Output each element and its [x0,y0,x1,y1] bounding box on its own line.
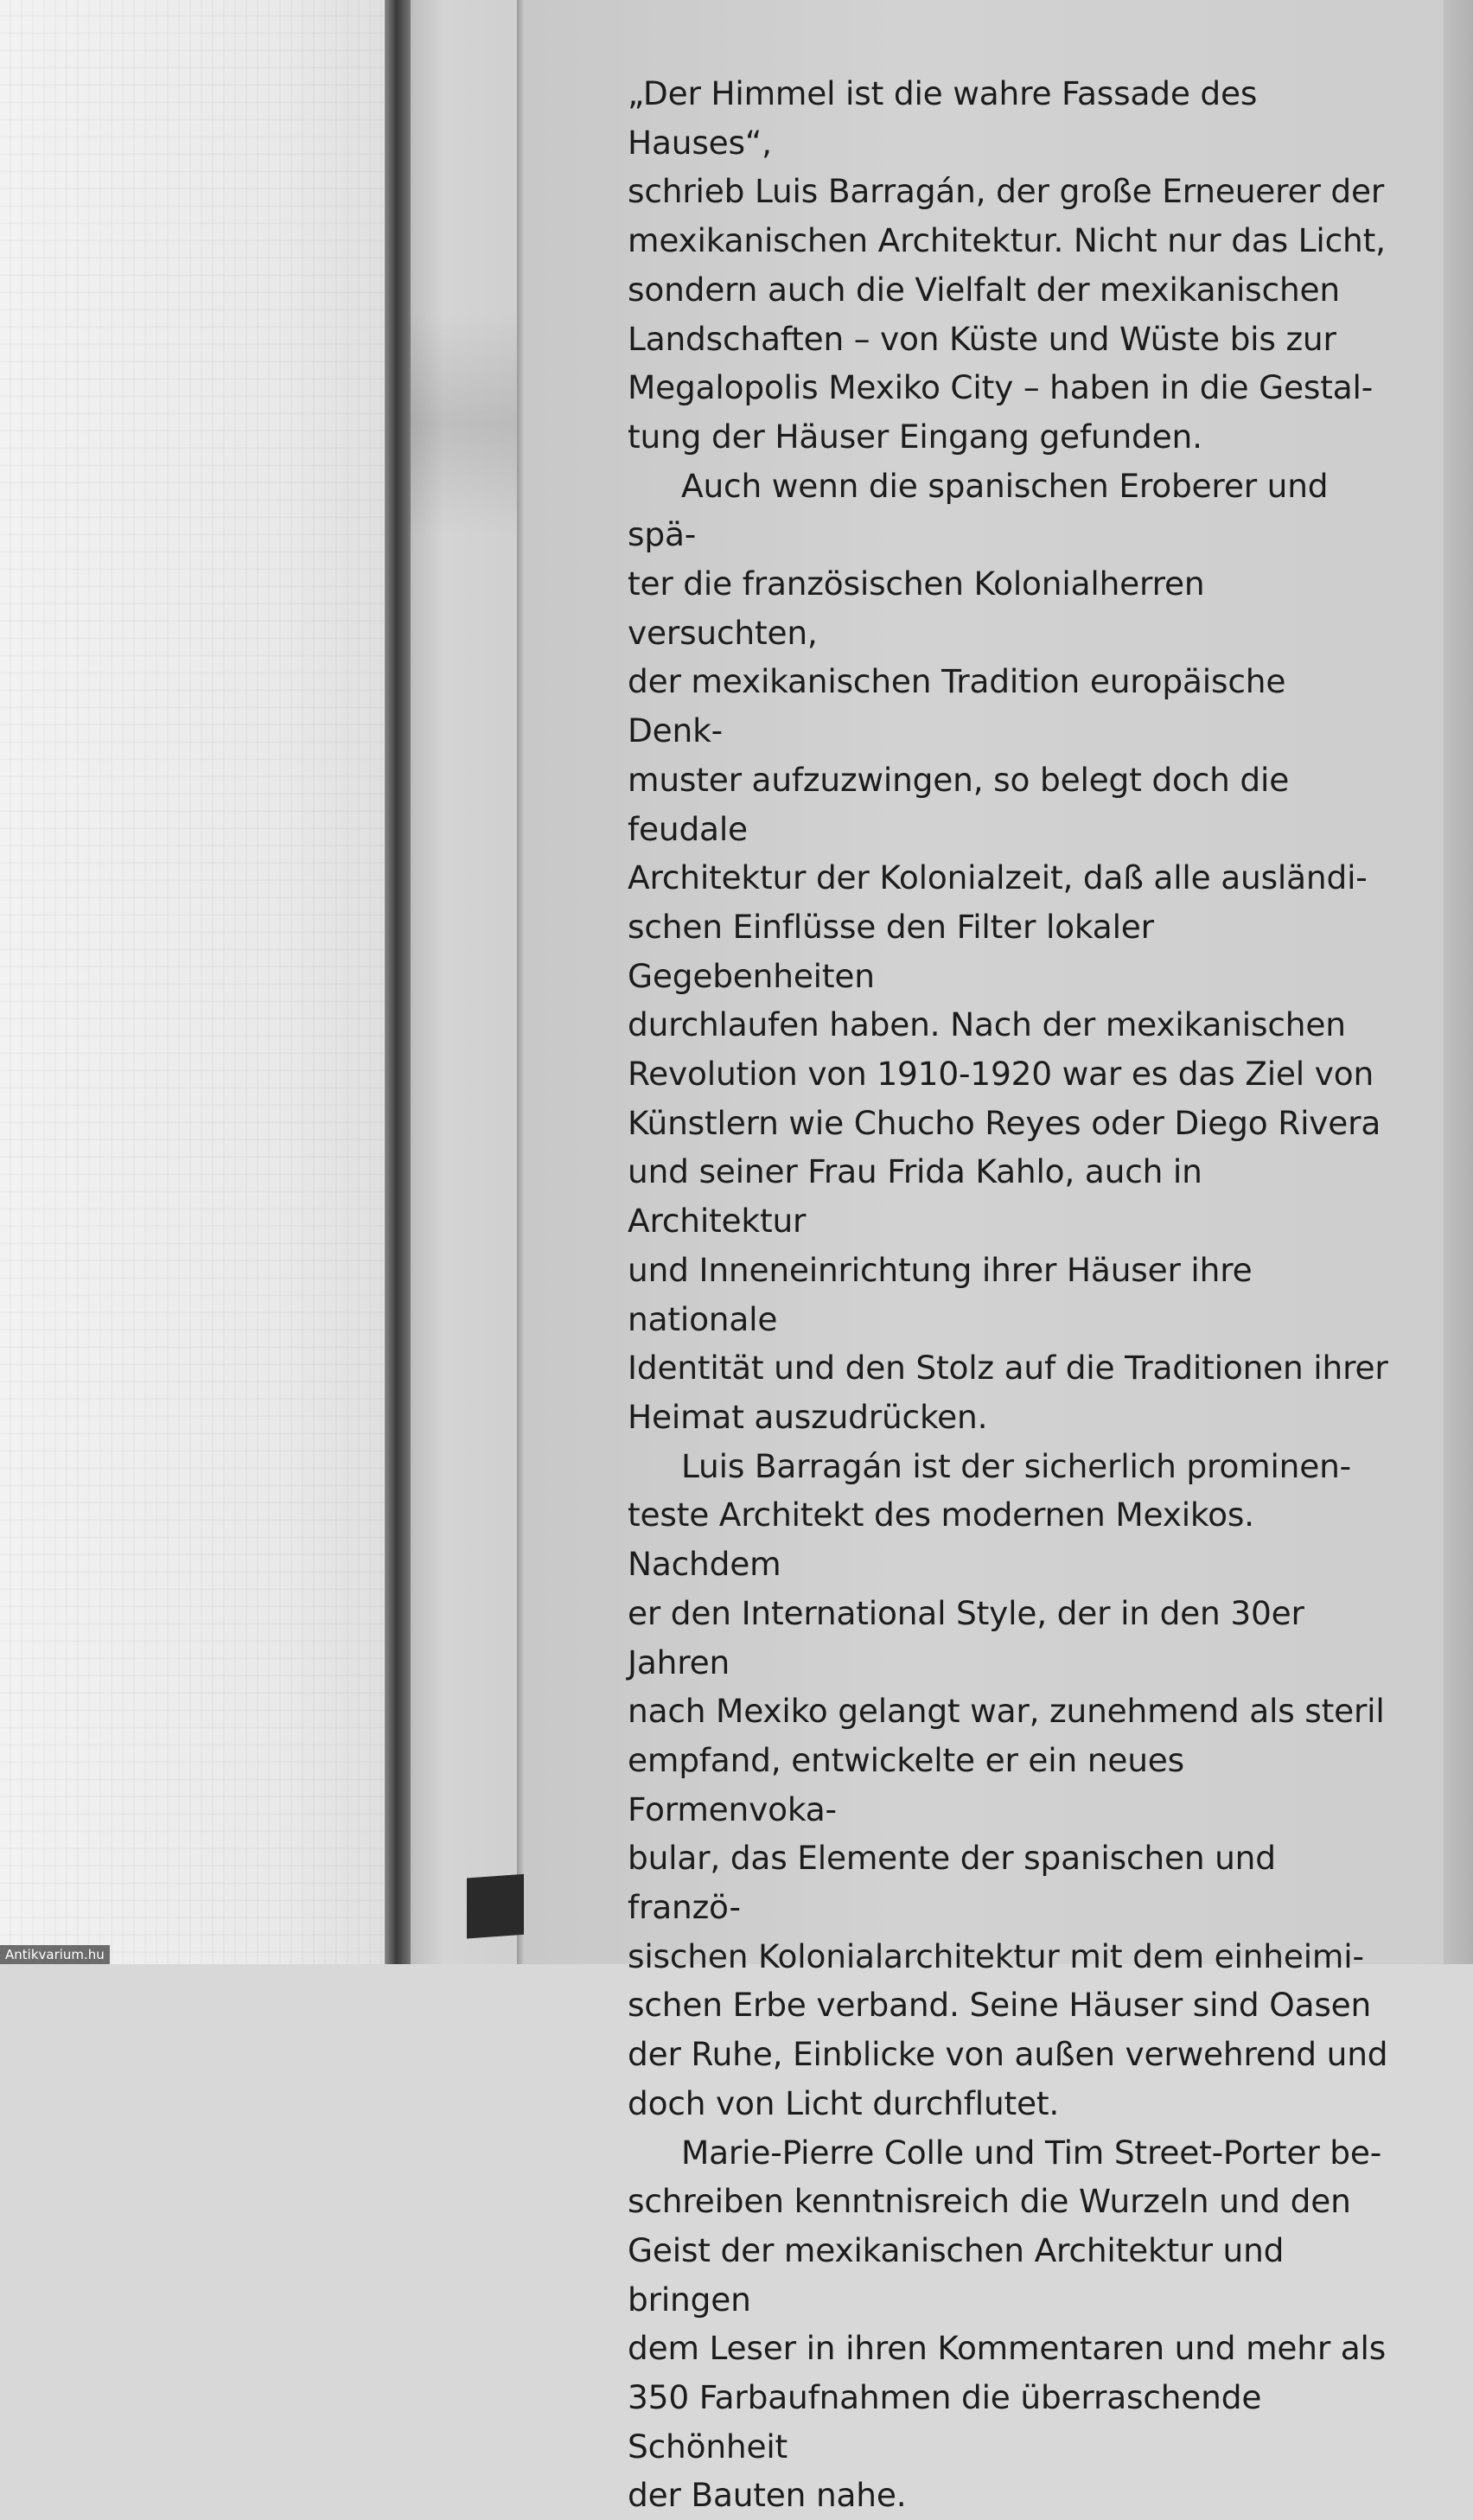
dark-corner-block [467,1874,527,1939]
cover-strip [411,0,521,1964]
flap-text [628,69,1388,2520]
flap-fold-line [517,0,524,1964]
watermark: Antikvarium.hu [0,1945,110,1964]
paragraph-4: Marie-Pierre Colle und Tim Street-Porter be- schreiben kenntnisreich die Wurzeln und den Geist der mexikanischen Architektur und bringen dem Leser in ihren Kommentaren und mehr als 350 Farbaufnahmen die überraschende Schönheit der Bauten nahe. [628,2133,1387,2515]
book-spine-shadow [385,0,411,1964]
dust-jacket-flap [524,0,1473,2515]
paragraph-1: „Der Himmel ist die wahre Fassade des Hauses“, schrieb Luis Barragán, der große Erneuerer der mexikanischen Architektur. Nicht nur das Licht, sondern auch die Vielfalt der mexikanischen Landschaften – von Küste und Wüste bis zur Megalopolis Mexiko City – haben in die Gestal- tung der Häuser Eingang gefunden. [628,74,1386,456]
paragraph-3: Luis Barragán ist der sicherlich prominen- teste Architekt des modernen Mexikos. Nachdem er den International Style, der in den 30er Jahren nach Mexiko gelangt war, zunehmend als steril empfand, entwickelte er ein neues Formenvoka- bular, das Elemente der spanischen und franzö- sischen Kolonialarchitektur mit dem einheimi- schen Erbe verband. Seine Häuser sind Oasen der Ruhe, Einblicke von außen verwehrend und doch von Licht durchflutet. [628,1446,1388,2122]
left-textured-page [0,0,399,1964]
flap-right-edge [1444,0,1473,1964]
paragraph-2: Auch wenn die spanischen Eroberer und spä- ter die französischen Kolonialherren versuchten, der mexikanischen Tradition europäische Denk- muster aufzuzwingen, so belegt doch die feudale Architektur der Kolonialzeit, daß alle ausländi- schen Einflüsse den Filter lokaler Gegebenheiten durchlaufen haben. Nach der mexikanischen Revolution von 1910-1920 war es das Ziel von Künstlern wie Chucho Reyes oder Diego Rivera und seiner Frau Frida Kahlo, auch in Architektur und Inneneinrichtung ihrer Häuser ihre nationale Identität und den Stolz auf die Traditionen ihrer Heimat auszudrücken. [628,466,1388,1436]
